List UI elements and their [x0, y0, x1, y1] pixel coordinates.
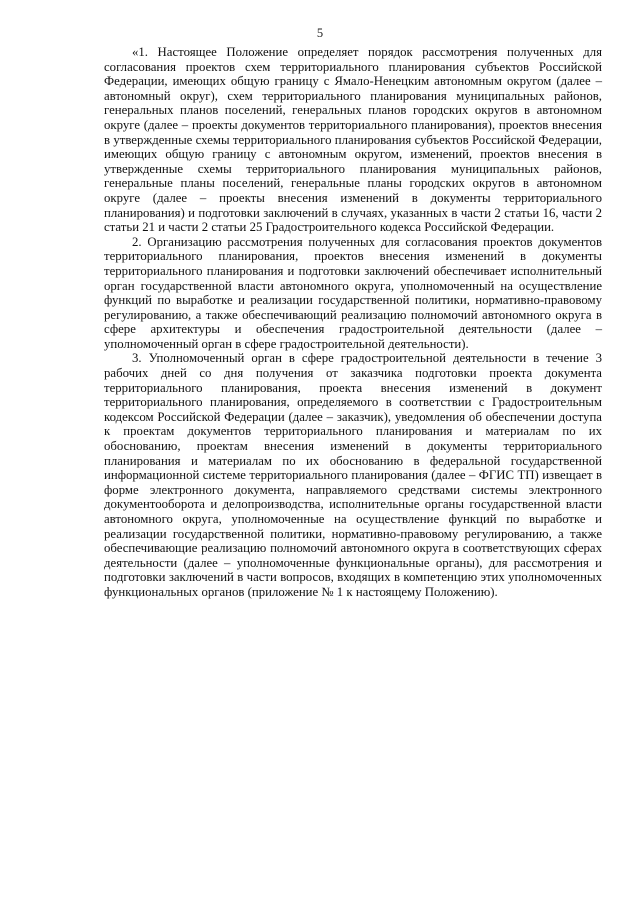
paragraph-3: 3. Уполномоченный орган в сфере градостроительной деятельности в течение 3 рабочих дней со дня получения от заказчика подготовки проекта документа территориального планирования, проекта внесения изменений в документ территориального планирования, определяемого в соответствии с Градостроительным кодексом Российской Федерации (далее – заказчик), уведомления об обеспечении доступа к проектам документов территориального планирования и материалам по их обоснованию, проектам внесения изменений в документы территориального планирования и материалам по их обоснованию в федеральной государственной информационной системе территориального планирования (далее – ФГИС ТП) извещает в форме электронного документа, направляемого средствами системы электронного документооборота и делопроизводства, исполнительные органы государственной власти автономного округа, уполномоченные на осуществление функций по выработке и реализации государственной политики, нормативно-правовому регулированию, а также обеспечивающие реализацию полномочий автономного округа в соответствующих сферах деятельности (далее – уполномоченные функциональные органы), для рассмотрения и подготовки заключений в части вопросов, входящих в компетенцию этих уполномоченных функциональных органов (приложение № 1 к настоящему Положению). — [104, 351, 602, 599]
paragraph-1: «1. Настоящее Положение определяет порядок рассмотрения полученных для согласования проектов схем территориального планирования субъектов Российской Федерации, имеющих общую границу с Ямало-Ненецким автономным округом (далее – автономный округ), схем территориального планирования муниципальных районов, генеральных планов поселений, генеральных планов городских округов в автономном округе (далее – проекты документов территориального планирования), проектов внесения в утвержденные схемы территориального планирования субъектов Российской Федерации, имеющих общую границу с автономным округом, изменений, проектов внесения в утвержденные схемы территориального планирования муниципальных районов, генеральные планы поселений, генеральные планы городских округов в автономном округе (далее – проекты внесения изменений в документы территориального планирования) и подготовки заключений в случаях, указанных в части 2 статьи 16, части 2 статьи 21 и части 2 статьи 25 Градостроительного кодекса Российской Федерации. — [104, 45, 602, 235]
document-body — [104, 45, 602, 600]
page-number: 5 — [316, 26, 324, 40]
paragraph-2: 2. Организацию рассмотрения полученных для согласования проектов документов территориального планирования, проектов внесения изменений в документы территориального планирования и подготовки заключений обеспечивает исполнительный орган государственной власти автономного округа, уполномоченный на осуществление функций по выработке и реализации государственной политики, нормативно-правовому регулированию, а также обеспечивающий реализацию полномочий автономного округа в сфере архитектуры и обеспечения градостроительной деятельности (далее – уполномоченный орган в сфере градостроительной деятельности). — [104, 234, 602, 351]
